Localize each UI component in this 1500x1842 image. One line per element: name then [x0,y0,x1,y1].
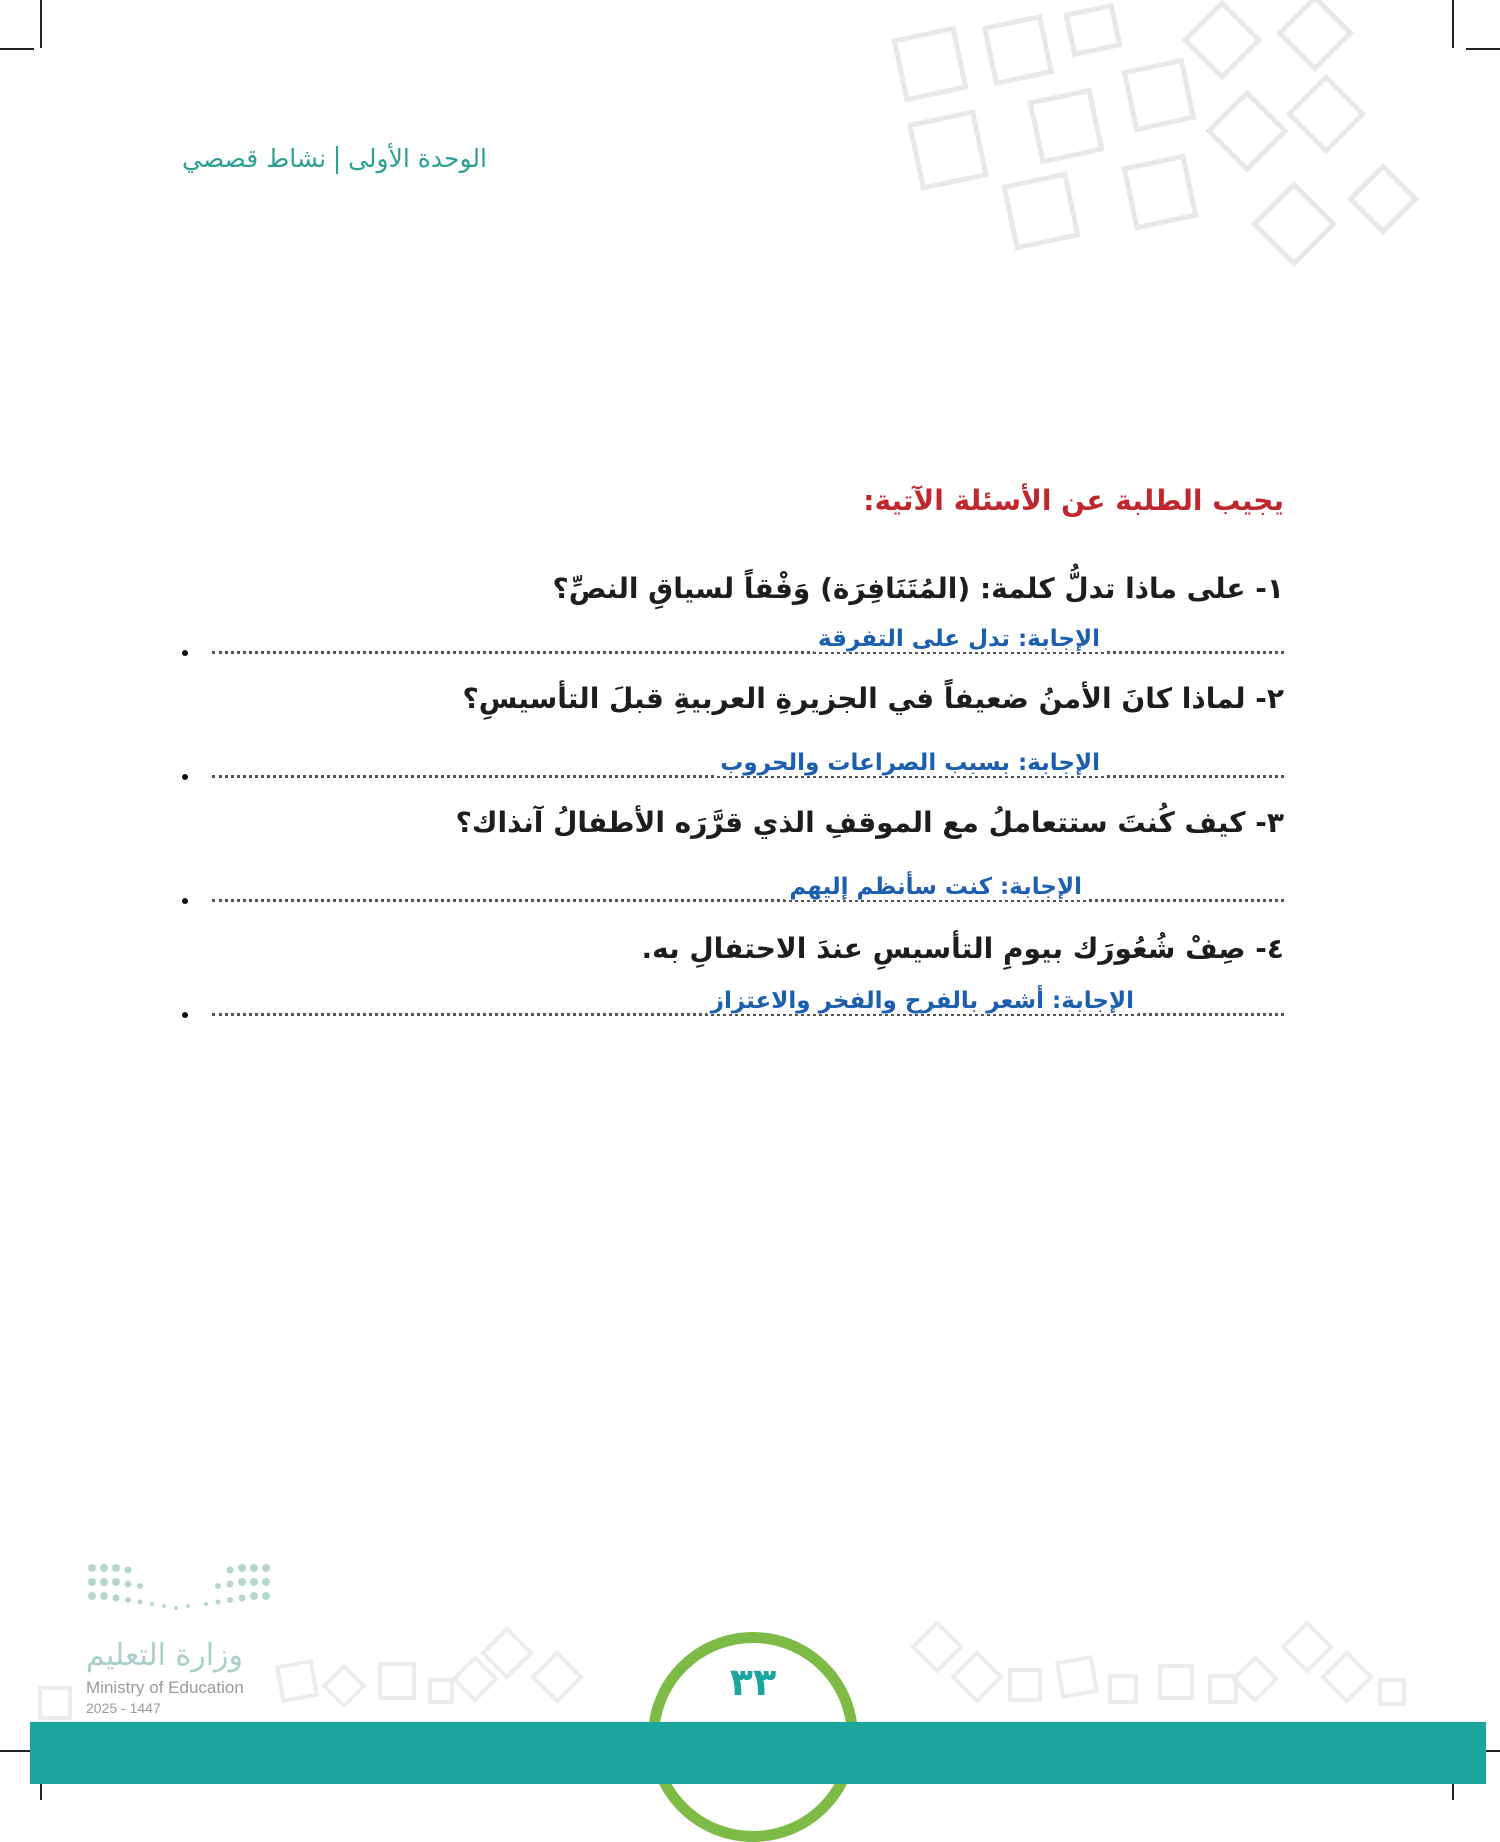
answer-4: الإجابة: أشعر بالفرح والفخر والاعتزاز [707,988,1138,1014]
answer-3: الإجابة: كنت سأنظم إليهم [785,874,1086,900]
question-4: ٤- صِفْ شُعُورَك بيومِ التأسيسِ عندَ الاحتفالِ به. [641,932,1284,965]
dotted-line [212,651,1284,654]
dotted-line [212,899,1284,902]
question-2: ٢- لماذا كانَ الأمنُ ضعيفاً في الجزيرةِ العربيةِ قبلَ التأسيسِ؟ [462,682,1284,715]
answer-line-1[interactable] [182,626,1284,660]
ministry-name-en: Ministry of Education [86,1678,244,1697]
crop-mark [0,1750,34,1752]
question-1: ١- على ماذا تدلُّ كلمة: (المُتَنَافِرَة) وَفْقاً لسياقِ النصِّ؟ [552,572,1284,605]
ministry-year: 2025 - 1447 [86,1700,161,1716]
page-number: ٣٣ [729,1660,777,1704]
question-3: ٣- كيف كُنتَ ستتعاملُ مع الموقفِ الذي قرَّرَه الأطفالُ آنذاك؟ [455,806,1284,839]
answer-1: الإجابة: تدل على التفرقة [814,626,1104,652]
unit-title: الوحدة الأولى [348,144,487,173]
footer-band-overlay [30,1722,1486,1784]
ministry-logo-icon [86,1560,272,1620]
bullet [182,650,188,656]
answer-2: الإجابة: بسبب الصراعات والحروب [716,750,1104,776]
page-header [182,144,487,174]
bullet [182,898,188,904]
answer-line-4[interactable] [182,988,1284,1022]
answer-line-3[interactable] [182,874,1284,908]
header-divider [336,146,338,174]
ministry-name-ar: وزارة التعليم [86,1638,244,1673]
instruction-heading: يجيب الطلبة عن الأسئلة الآتية: [863,484,1284,517]
section-title: نشاط قصصي [182,144,327,173]
answer-line-2[interactable] [182,750,1284,784]
bullet [182,774,188,780]
bullet [182,1012,188,1018]
